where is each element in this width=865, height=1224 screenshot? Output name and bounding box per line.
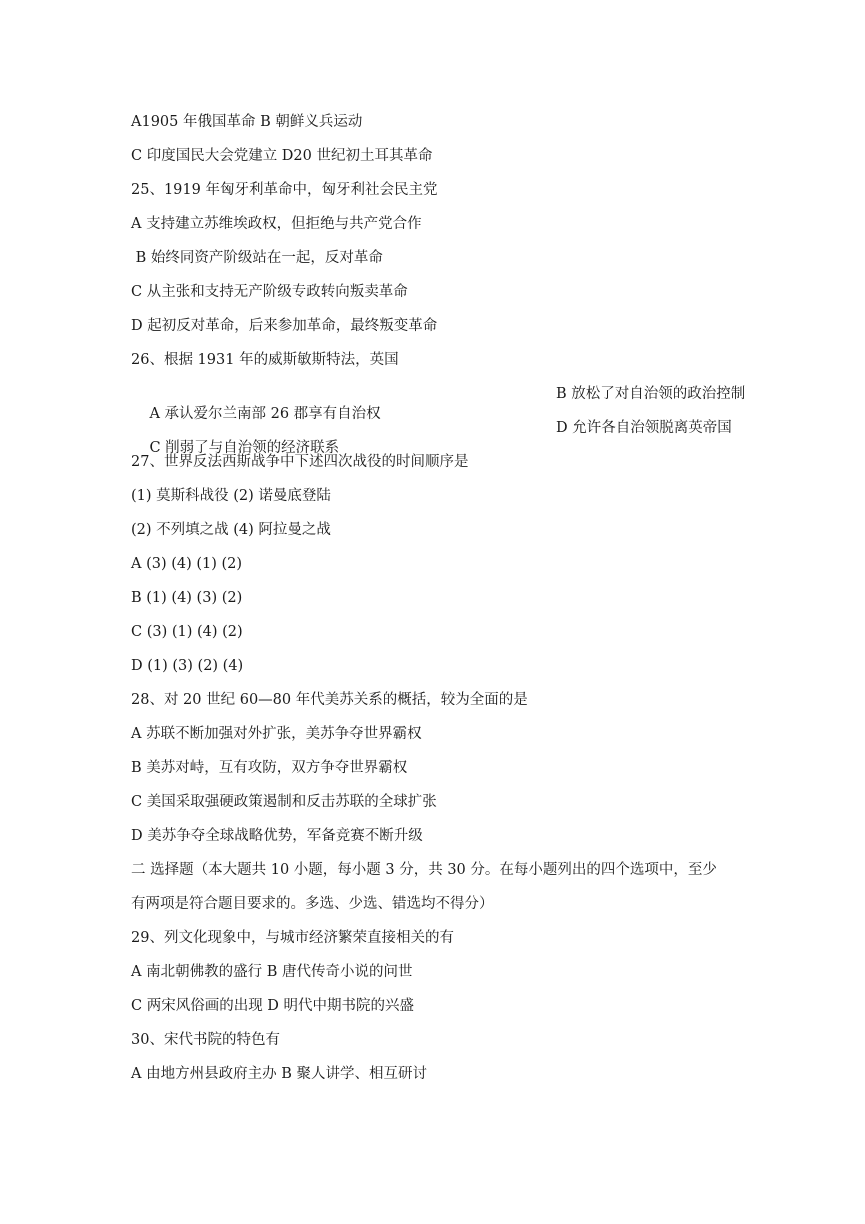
option-q27-b: B (1) (4) (3) (2) (131, 590, 243, 606)
option-line-q29-ab: A 南北朝佛教的盛行 B 唐代传奇小说的问世 (131, 964, 413, 980)
option-q27-d: D (1) (3) (2) (4) (131, 658, 244, 674)
option-q26-c: C 削弱了与自治领的经济联系 (149, 440, 340, 456)
question-28-stem: 28、对 20 世纪 60—80 年代美苏关系的概括，较为全面的是 (131, 692, 528, 708)
question-26-stem: 26、根据 1931 年的威斯敏斯特法，英国 (131, 352, 399, 368)
question-27-stem: 27、世界反法西斯战争中下述四次战役的时间顺序是 (131, 454, 469, 470)
option-q27-c: C (3) (1) (4) (2) (131, 624, 243, 640)
option-line-q24-cd: C 印度国民大会党建立 D20 世纪初土耳其革命 (131, 148, 433, 164)
q27-item-line-1: (1) 莫斯科战役 (2) 诺曼底登陆 (131, 488, 331, 504)
option-q25-c: C 从主张和支持无产阶级专政转向叛卖革命 (131, 284, 408, 300)
option-q26-a: A 承认爱尔兰南部 26 郡享有自治权 (149, 406, 381, 422)
option-row-q26-ab (131, 384, 746, 422)
option-q28-a: A 苏联不断加强对外扩张，美苏争夺世界霸权 (131, 726, 422, 742)
option-line-q24-ab: A1905 年俄国革命 B 朝鲜义兵运动 (131, 114, 363, 130)
option-q28-c: C 美国采取强硬政策遏制和反击苏联的全球扩张 (131, 794, 437, 810)
option-q25-b: B 始终同资产阶级站在一起，反对革命 (131, 250, 383, 266)
option-q26-d: D 允许各自治领脱离英帝国 (556, 420, 732, 436)
option-q27-a: A (3) (4) (1) (2) (131, 556, 243, 572)
option-row-q26-cd (131, 418, 732, 456)
option-q28-d: D 美苏争夺全球战略优势，军备竞赛不断升级 (131, 828, 423, 844)
option-q25-a: A 支持建立苏维埃政权，但拒绝与共产党合作 (131, 216, 422, 232)
section-two-heading-cont: 有两项是符合题目要求的。多选、少选、错选均不得分） (131, 896, 494, 912)
option-q25-d: D 起初反对革命，后来参加革命，最终叛变革命 (131, 318, 438, 334)
question-30-stem: 30、宋代书院的特色有 (131, 1032, 280, 1048)
q27-item-line-2: (2) 不列填之战 (4) 阿拉曼之战 (131, 522, 331, 538)
section-two-heading: 二 选择题（本大题共 10 小题，每小题 3 分，共 30 分。在每小题列出的四个选项中，至少 (131, 862, 717, 878)
question-29-stem: 29、列文化现象中，与城市经济繁荣直接相关的有 (131, 930, 454, 946)
option-q26-b: B 放松了对自治领的政治控制 (556, 386, 746, 402)
option-q28-b: B 美苏对峙，互有攻防，双方争夺世界霸权 (131, 760, 408, 776)
question-25-stem: 25、1919 年匈牙利革命中，匈牙利社会民主党 (131, 182, 438, 198)
option-line-q29-cd: C 两宋风俗画的出现 D 明代中期书院的兴盛 (131, 998, 415, 1014)
option-line-q30-ab: A 由地方州县政府主办 B 聚人讲学、相互研讨 (131, 1066, 427, 1082)
